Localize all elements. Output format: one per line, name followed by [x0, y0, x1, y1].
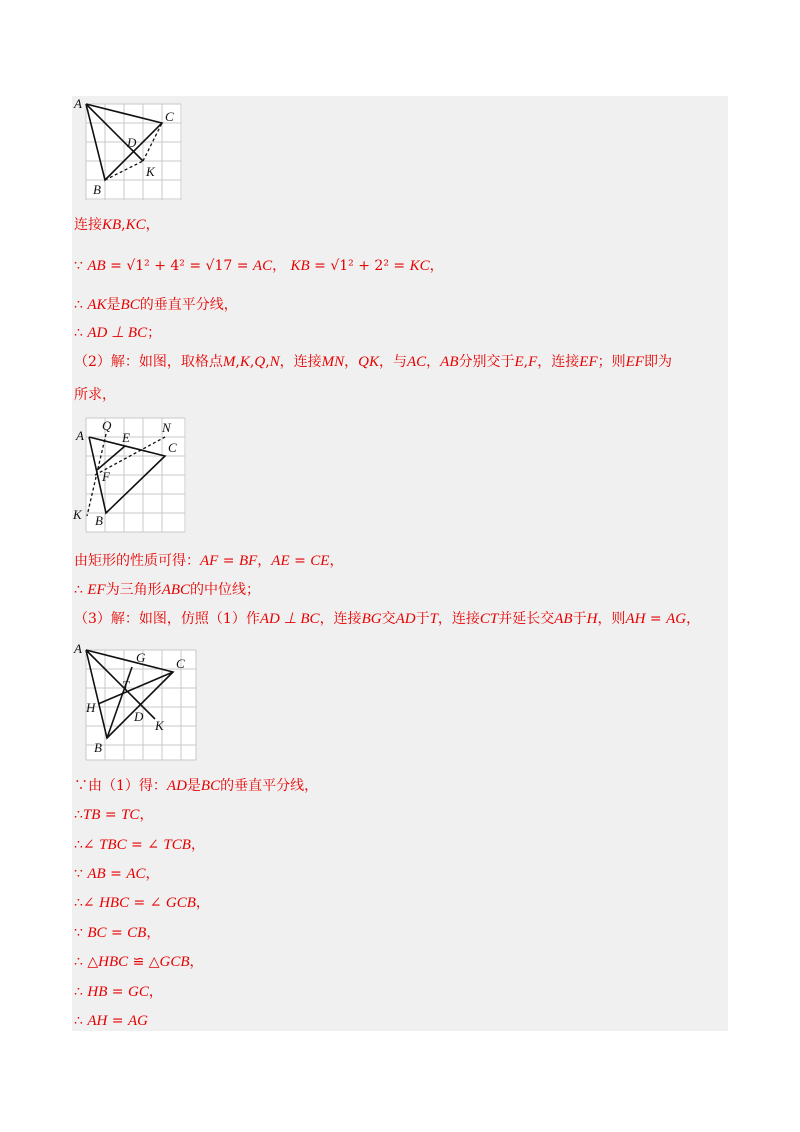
math-segment: F — [528, 354, 538, 370]
math-segment: ABC — [161, 582, 191, 598]
math-segment: KB — [290, 258, 310, 274]
text-segment: 是 — [186, 778, 201, 794]
math-segment: AK — [87, 297, 107, 313]
text-segment: ∴∠ — [74, 837, 100, 853]
text-segment: ， — [344, 354, 359, 370]
text-segment: ，连接 — [437, 611, 480, 627]
text-segment: ∴ — [74, 984, 88, 1000]
text-segment: = — [218, 553, 239, 569]
math-segment: AB — [87, 866, 106, 882]
fig2-label-F: F — [102, 469, 110, 484]
math-segment: BG — [361, 611, 382, 627]
math-segment: AB — [554, 611, 573, 627]
text-segment: = — [107, 1013, 128, 1029]
math-segment: BF — [238, 553, 258, 569]
math-segment: EF — [87, 582, 106, 598]
text-segment: = — [106, 925, 128, 941]
line-part3-step6 — [74, 923, 160, 943]
line-part3-step1 — [74, 776, 318, 796]
math-segment: AD ⊥ BC — [87, 325, 148, 341]
math-segment: AH — [625, 611, 646, 627]
math-segment: GCB — [165, 895, 196, 911]
line-part3-step7 — [74, 952, 204, 972]
line-part2-solution — [74, 352, 672, 372]
line-ab-equals-ac — [74, 256, 444, 276]
text-segment: 即为 — [643, 354, 672, 370]
text-segment: ，连接 — [279, 354, 322, 370]
fig1-label-B: B — [93, 182, 101, 197]
line-part3-solution — [74, 609, 700, 629]
fig3-label-D: D — [134, 709, 144, 724]
math-segment: AC — [252, 258, 273, 274]
text-segment: ∵ — [74, 866, 88, 882]
line-part3-step3 — [74, 835, 205, 855]
text-segment: 的垂直平分线， — [220, 778, 319, 794]
line-rectangle-property — [74, 551, 343, 571]
text-segment: 所求， — [74, 387, 116, 403]
text-segment: = — [105, 866, 127, 882]
math-segment: HB — [87, 984, 108, 1000]
math-segment: AH — [87, 1013, 108, 1029]
fig2-label-E: E — [122, 430, 130, 445]
text-segment: = √1² + 4² = √17 = — [105, 258, 253, 274]
fig2-label-N: N — [162, 420, 171, 435]
text-segment: 的垂直平分线， — [139, 297, 238, 313]
text-segment: = — [100, 807, 122, 823]
math-segment: AG — [128, 1013, 148, 1029]
text-segment: ∴ — [74, 297, 88, 313]
math-segment: TCB — [163, 837, 191, 853]
fig2-label-C: C — [168, 440, 177, 455]
fig3-label-A: A — [74, 641, 82, 656]
fig2-label-Q: Q — [102, 418, 112, 433]
math-segment: T — [429, 611, 438, 627]
text-segment: , — [265, 354, 270, 370]
text-segment: ， — [195, 895, 210, 911]
text-segment: ∴ — [74, 582, 88, 598]
math-segment: EF — [625, 354, 644, 370]
math-segment: E — [514, 354, 524, 370]
text-segment: ， — [429, 258, 444, 274]
text-segment: ， — [146, 925, 161, 941]
fig1-label-C: C — [165, 109, 174, 124]
line-part3-step5 — [74, 893, 210, 913]
text-segment: ，则 — [597, 611, 626, 627]
math-segment: QK — [358, 354, 379, 370]
fig2-label-B: B — [95, 513, 103, 528]
math-segment: KC — [409, 258, 430, 274]
math-segment: M — [222, 354, 236, 370]
math-segment: EF — [579, 354, 598, 370]
text-segment: ，与 — [379, 354, 407, 370]
math-segment: AD — [166, 778, 187, 794]
math-segment: AD ⊥ BC — [259, 611, 320, 627]
text-segment: ， — [139, 807, 154, 823]
math-segment: CT — [479, 611, 499, 627]
text-segment: = ∠ — [129, 895, 166, 911]
text-segment: 分别交于 — [458, 354, 515, 370]
text-segment: ∴ — [74, 807, 83, 823]
text-segment: 是 — [106, 297, 121, 313]
text-segment: （3）解：如图，仿照（1）作 — [74, 611, 260, 627]
text-segment: 连接 — [74, 217, 102, 233]
fig3-label-G: G — [136, 650, 146, 665]
line-part2-continued — [74, 385, 116, 405]
fig3-label-B: B — [94, 740, 102, 755]
line-part3-conclusion — [74, 1011, 148, 1031]
text-segment: , — [249, 354, 255, 370]
math-segment: AC — [407, 354, 427, 370]
text-segment: （2）解：如图，取格点 — [74, 354, 223, 370]
text-segment: 并延长交 — [498, 611, 555, 627]
fig3-label-K: K — [155, 718, 164, 733]
text-segment: ， — [272, 258, 291, 274]
text-segment: 为三角形 — [105, 582, 162, 598]
text-segment: 于 — [415, 611, 430, 627]
text-segment: 交 — [381, 611, 396, 627]
math-segment: GCB — [159, 954, 190, 970]
text-segment: ∵ — [74, 925, 88, 941]
fig1-label-K: K — [146, 164, 155, 179]
fig3-label-T: T — [122, 678, 130, 693]
text-segment: ∴ △ — [74, 954, 99, 970]
text-segment: ∵由（1）得： — [74, 778, 167, 794]
text-segment: 由矩形的性质可得： — [74, 553, 200, 569]
line-connect-kb-kc — [74, 215, 160, 235]
text-segment: , — [235, 354, 240, 370]
math-segment: N — [269, 354, 280, 370]
math-segment: AD — [395, 611, 416, 627]
text-segment: ， — [686, 611, 701, 627]
text-segment: 于 — [572, 611, 587, 627]
text-segment: = ∠ — [126, 837, 164, 853]
math-segment: Q — [254, 354, 266, 370]
fig2-label-K: K — [73, 507, 82, 522]
math-segment: AB — [440, 354, 459, 370]
text-segment: ∴ — [74, 325, 88, 341]
math-segment: BC — [200, 778, 221, 794]
math-segment: GC — [128, 984, 149, 1000]
text-segment: ∴∠ — [74, 895, 100, 911]
math-segment: HBC — [98, 954, 129, 970]
text-segment: ， — [329, 553, 344, 569]
text-segment: ； — [147, 325, 162, 341]
text-segment: ， — [148, 984, 163, 1000]
text-segment: = √1² + 2² = — [309, 258, 410, 274]
math-segment: AC — [126, 866, 146, 882]
fig3-label-H: H — [86, 700, 96, 715]
fig2-label-A: A — [76, 428, 84, 443]
text-segment: = — [289, 553, 311, 569]
text-segment: ；则 — [597, 354, 626, 370]
line-ak-perpendicular-bisector — [74, 295, 238, 315]
text-segment: ， — [426, 354, 441, 370]
math-segment: BC — [87, 925, 107, 941]
line-midline — [74, 580, 260, 600]
text-segment: , — [121, 217, 126, 233]
math-segment: CB — [127, 925, 147, 941]
math-segment: TBC — [99, 837, 127, 853]
math-segment: KC — [125, 217, 146, 233]
math-segment: TB — [82, 807, 101, 823]
text-segment: ，连接 — [537, 354, 580, 370]
text-segment: = — [107, 984, 128, 1000]
math-segment: K — [239, 354, 250, 370]
text-segment: ≌ △ — [128, 954, 160, 970]
math-segment: TC — [121, 807, 140, 823]
line-part3-step2 — [74, 805, 153, 825]
math-segment: BC — [120, 297, 140, 313]
math-segment: KB — [102, 217, 122, 233]
math-segment: AG — [666, 611, 687, 627]
math-segment: AB — [87, 258, 106, 274]
text-segment: , — [523, 354, 529, 370]
line-part3-step8 — [74, 982, 163, 1002]
fig1-label-D: D — [127, 135, 137, 150]
text-segment: ， — [145, 866, 160, 882]
line-ad-perp-bc — [74, 323, 161, 343]
fig3-label-C: C — [176, 656, 185, 671]
text-segment: ， — [257, 553, 272, 569]
math-segment: HBC — [99, 895, 130, 911]
text-segment: ∵ — [74, 258, 88, 274]
math-segment: AF — [200, 553, 219, 569]
line-part3-step4 — [74, 864, 160, 884]
text-segment: ， — [189, 954, 204, 970]
text-segment: ， — [145, 217, 160, 233]
math-segment: MN — [321, 354, 345, 370]
math-segment: AE — [271, 553, 290, 569]
text-segment: ，连接 — [319, 611, 362, 627]
text-segment: ∴ — [74, 1013, 88, 1029]
text-segment: 的中位线； — [190, 582, 261, 598]
math-segment: CE — [310, 553, 330, 569]
math-segment: H — [586, 611, 598, 627]
text-segment: ， — [190, 837, 205, 853]
fig1-label-A: A — [74, 96, 82, 111]
text-segment: = — [645, 611, 667, 627]
